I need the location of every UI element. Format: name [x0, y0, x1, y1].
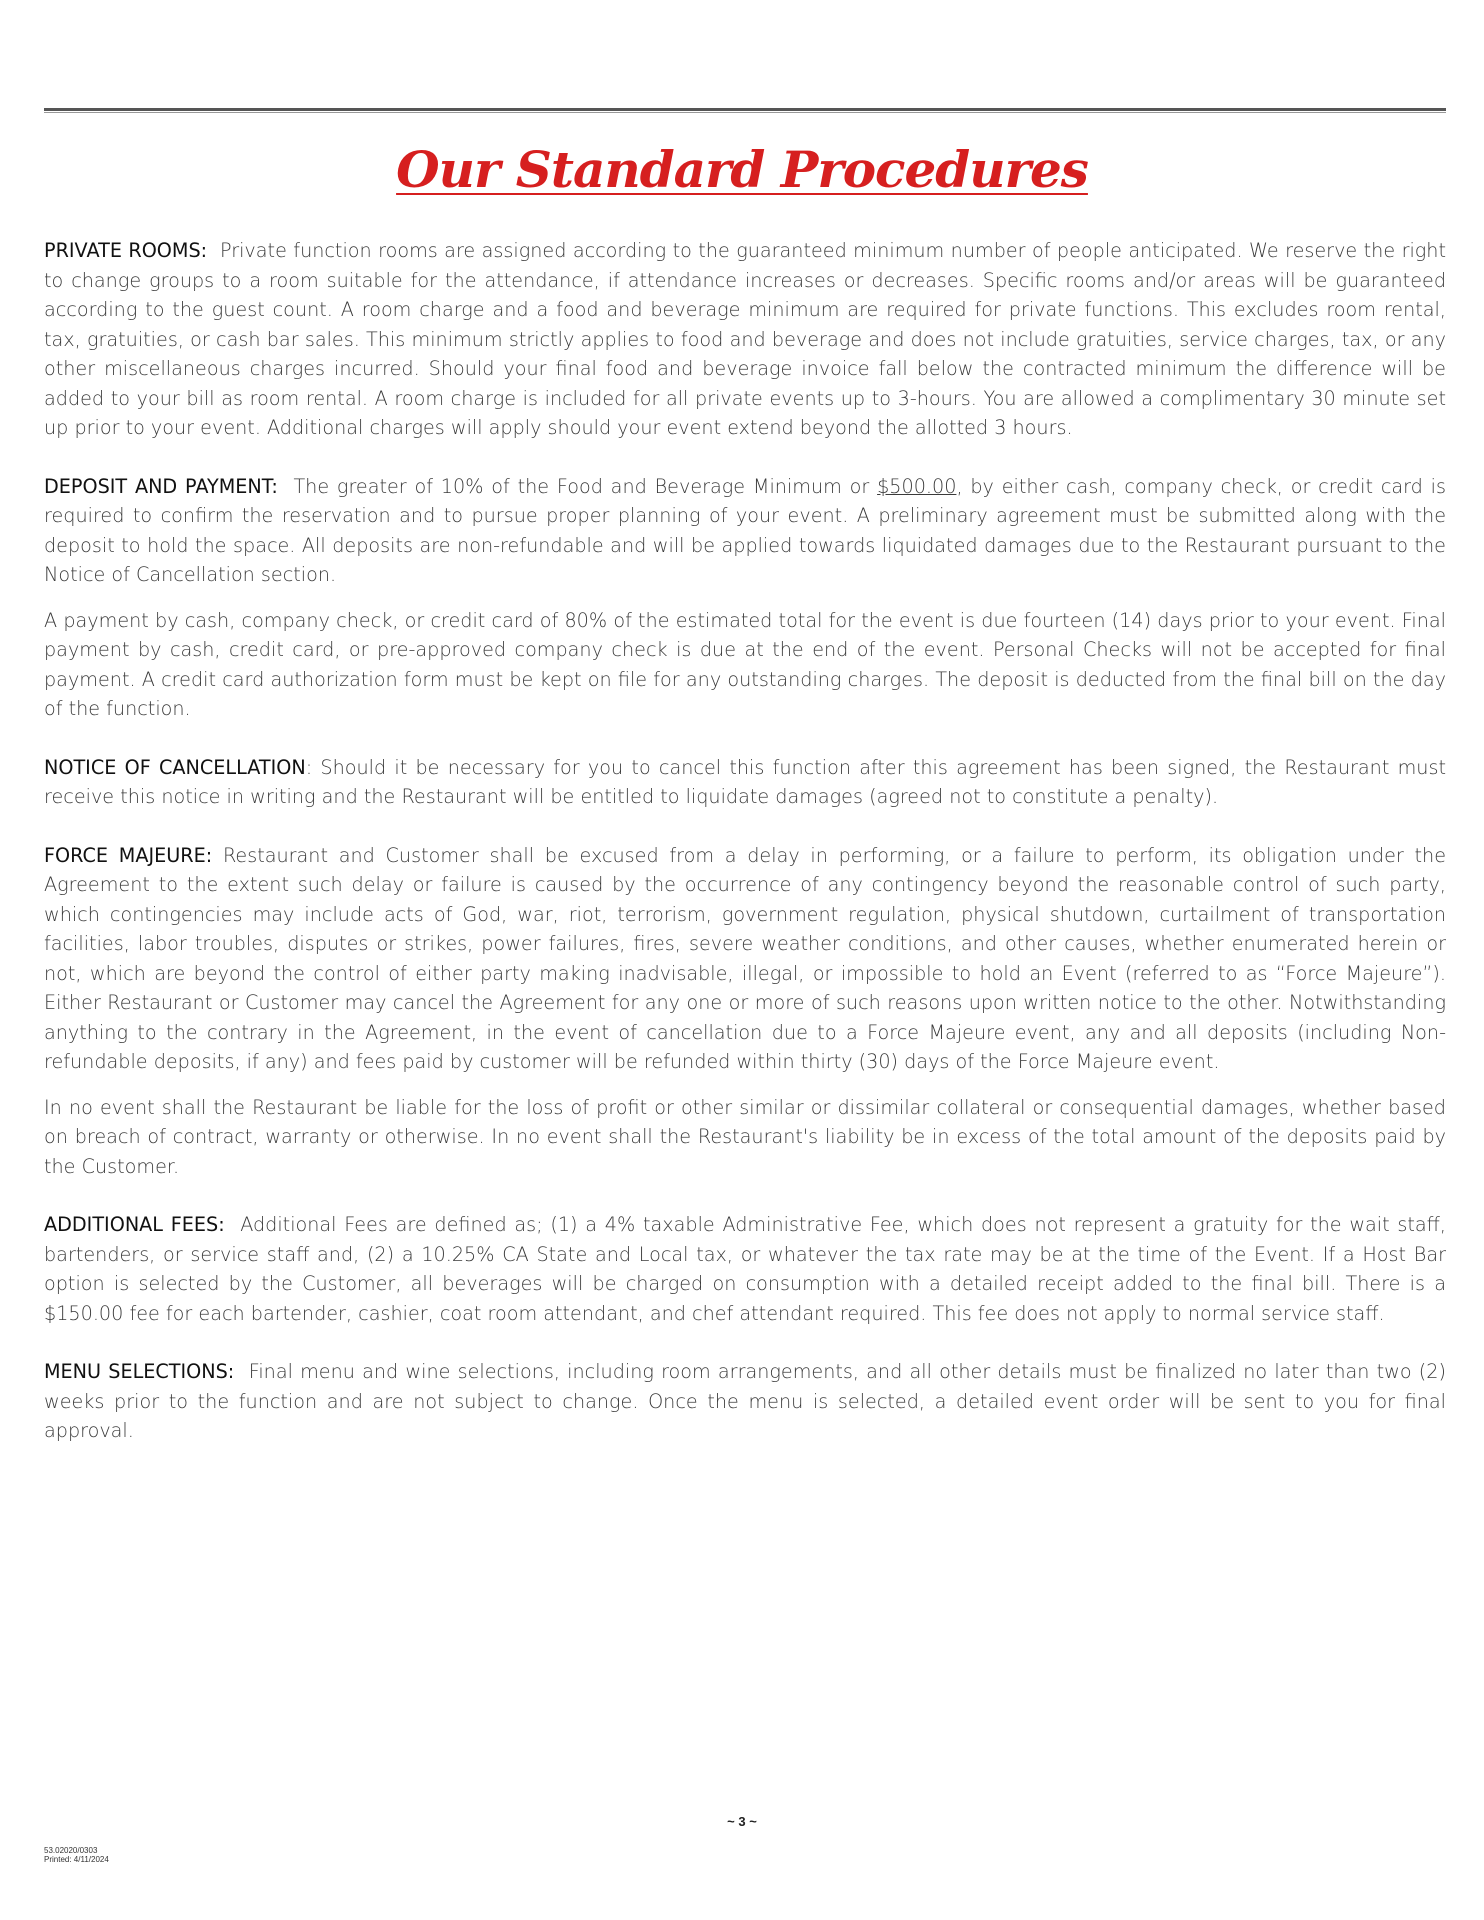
menu-selections-text: Final menu and wine selections, including room arrangements, and all other details must be finalized no later than two (2) weeks prior to the function and are not subject to change. Once the menu is selected, a detailed event order will be sent to you for final approval.	[44, 1360, 1446, 1442]
deposit-text-after: , by either cash, company check, or credit card is required to confirm the reservation and to pursue proper planning of your event. A preliminary agreement must be submitted along with the deposit to hold the space. All deposits are non-refundable and will be applied towards liquidated damages due to the Restaurant pursuant to the Notice of Cancellation section.	[44, 474, 1446, 586]
top-divider	[44, 108, 1446, 113]
section-deposit-payment	[44, 606, 1446, 724]
additional-fees-text: Additional Fees are defined as; (1) a 4% taxable Administrative Fee, which does not represent a gratuity for the wait staff, bartenders, or service staff and, (2) a 10.25% CA State and Local tax, or whatever the tax rate may be at the time of the Event. If a Host Bar option is selected by the Customer, all beverages will be charged on consumption with a detailed receipt added to the final bill. There is a $150.00 fee for each bartender, cashier, coat room attendant, and chef attendant required. This fee does not apply to normal service staff.	[44, 1213, 1446, 1325]
force-majeure-label: FORCE MAJEURE:	[44, 843, 213, 867]
page-title	[0, 140, 1484, 199]
additional-fees-label: ADDITIONAL FEES:	[44, 1213, 225, 1236]
force-majeure-text: Restaurant and Customer shall be excused from a delay in performing, or a failure to perform, its obligation under the Agreement to the extent such delay or failure is caused by the occurrence of any contingency beyond the reasonable control of such party, which contingencies may include acts of God, war, riot, terrorism, government regulation, physical shutdown, curtailment of transportation facilities, labor troubles, disputes or strikes, power failures, fires, severe weather conditions, and other causes, whether enumerated herein or not, which are beyond the control of either party making inadvisable, illegal, or impossible to hold an Event (referred to as “Force Majeure”). Either Restaurant or Customer may cancel the Agreement for any one or more of such reasons upon written notice to the other. Notwithstanding anything to the contrary in the Agreement, in the event of cancellation due to a Force Majeure event, any and all deposits (including Non-refundable deposits, if any) and fees paid by customer will be refunded within thirty (30) days of the Force Majeure event.	[44, 843, 1446, 1073]
page-title-text: Our Standard Procedures	[396, 140, 1088, 199]
footer-meta	[44, 1846, 109, 1864]
liability-text: In no event shall the Restaurant be liable for the loss of profit or other similar or dissimilar collateral or consequential damages, whether based on breach of contract, warranty or otherwise. In no event shall the Restaurant's liability be in excess of the total amount of the deposits paid by the Customer.	[44, 1095, 1446, 1178]
section-cancellation	[44, 753, 1446, 812]
section-menu-selections	[44, 1357, 1446, 1446]
private-rooms-text: Private function rooms are assigned according to the guaranteed minimum number of people anticipated. We reserve the right to change groups to a room suitable for the attendance, if attendance increases or decreases. Specific rooms and/or areas will be guaranteed according to the guest count. A room charge and a food and beverage minimum are required for private functions. This excludes room rental, tax, gratuities, or cash bar sales. This minimum strictly applies to food and beverage and does not include gratuities, service charges, tax, or any other miscellaneous charges incurred. Should your final food and beverage invoice fall below the contracted minimum the difference will be added to your bill as room rental. A room charge is included for all private events up to 3-hours. You are allowed a complimentary 30 minute set up prior to your event. Additional charges will apply should your event extend beyond the allotted 3 hours.	[44, 239, 1446, 439]
printed-date: Printed: 4/11/2024	[44, 1855, 109, 1864]
page-number: ~ 3 ~	[727, 1814, 757, 1829]
menu-selections-label: MENU SELECTIONS:	[44, 1360, 235, 1383]
doc-code: 53.02020/0303	[44, 1846, 98, 1855]
section-liability	[44, 1093, 1446, 1182]
section-additional-fees	[44, 1210, 1446, 1328]
section-private-rooms	[44, 236, 1446, 443]
section-force-majeure	[44, 841, 1446, 1077]
private-rooms-label: PRIVATE ROOMS:	[44, 239, 208, 262]
cancellation-label: NOTICE OF CANCELLATION	[44, 755, 306, 779]
deposit-label: DEPOSIT AND PAYMENT:	[44, 474, 278, 498]
document-body	[44, 236, 1446, 1475]
deposit-payment-text: A payment by cash, company check, or credit card of 80% of the estimated total for the event is due fourteen (14) days prior to your event. Final payment by cash, credit card, or pre-approved company check is due at the end of the event. Personal Checks will not be accepted for final payment. A credit card authorization form must be kept on file for any outstanding charges. The deposit is deducted from the final bill on the day of the function.	[44, 608, 1446, 720]
deposit-text-before: The greater of 10% of the Food and Beverage Minimum or	[293, 474, 870, 498]
deposit-amount: $500.00	[877, 474, 957, 498]
section-deposit	[44, 472, 1446, 590]
cancellation-text: : Should it be necessary for you to cancel this function after this agreement has been signed, the Restaurant must receive this notice in writing and the Restaurant will be entitled to liquidate damages (agreed not to constitute a penalty).	[44, 755, 1446, 808]
